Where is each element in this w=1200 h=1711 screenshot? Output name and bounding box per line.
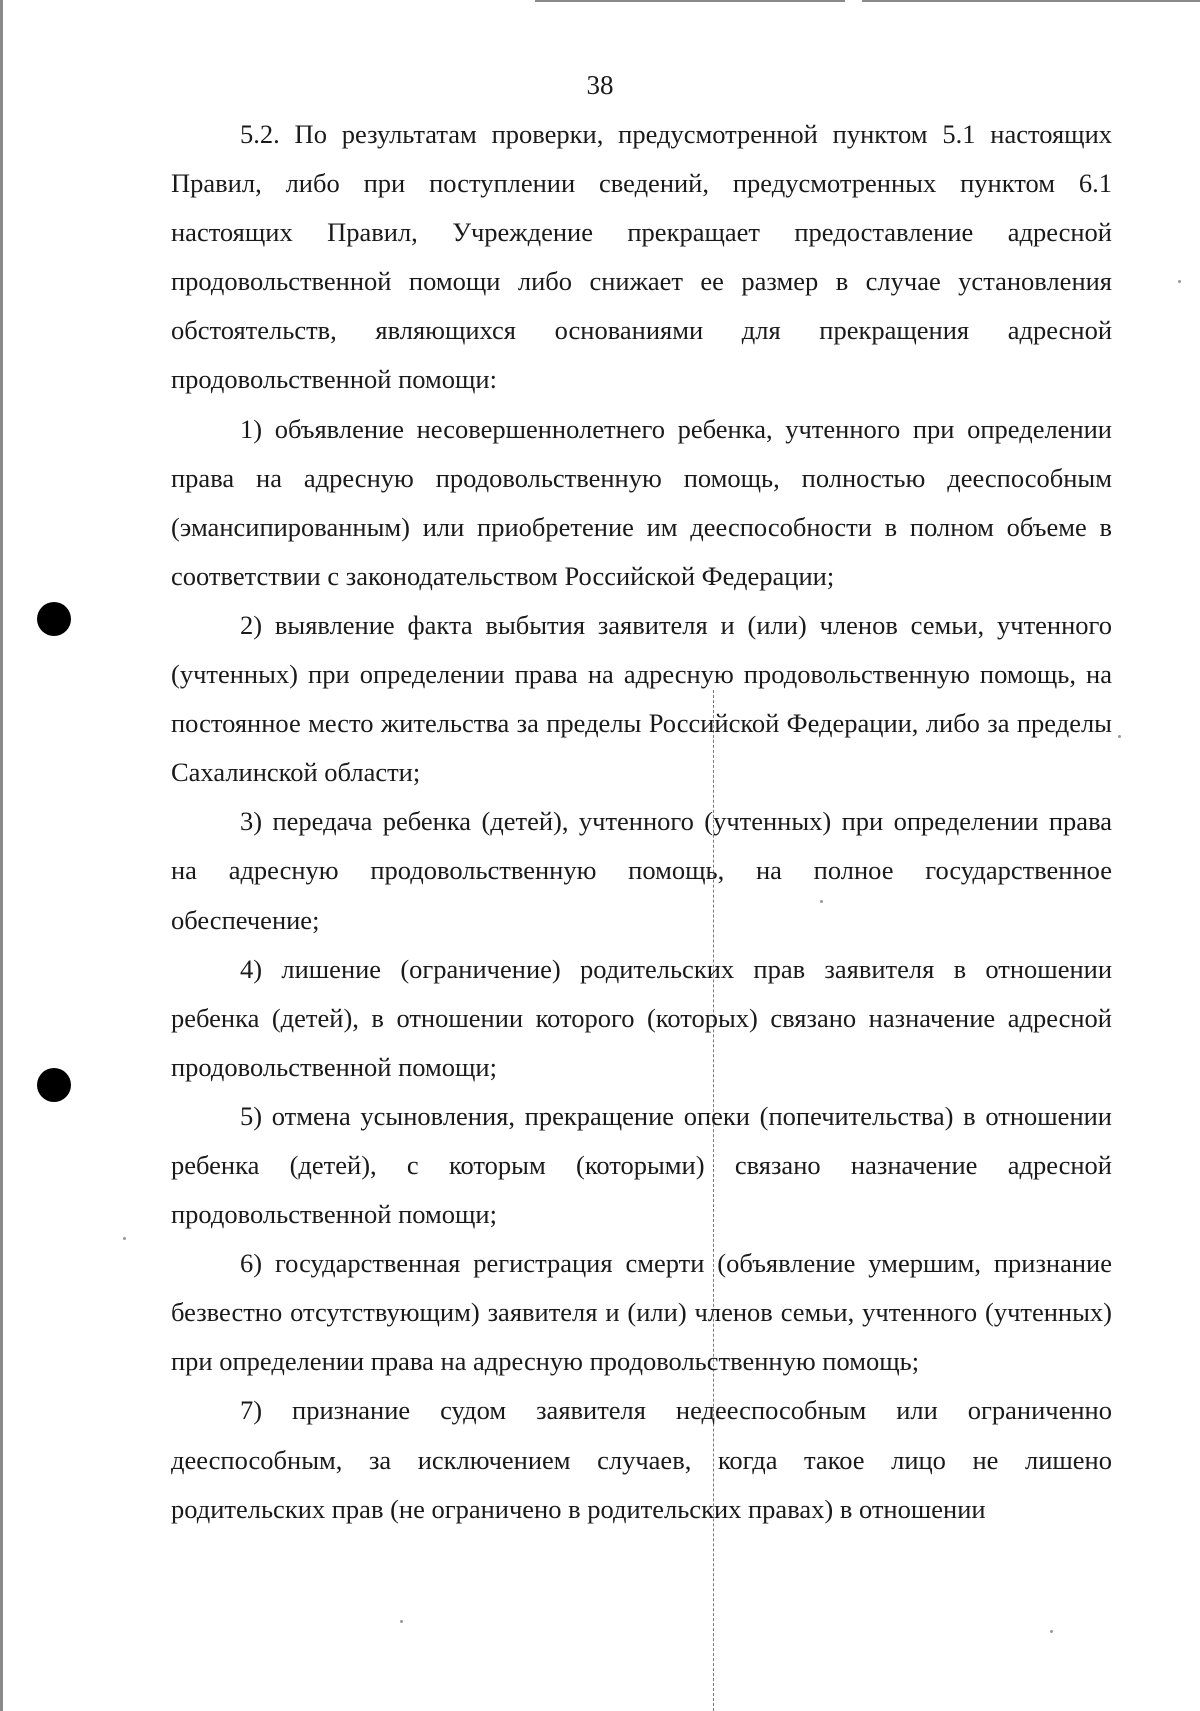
scan-speck [1178,280,1181,283]
list-item-1: 1) объявление несовершеннолетнего ребенка, учтенного при определении права на адресную продовольственную помощь, полностью дееспособным (эмансипированным) или приобретение им дееспособности в полном объеме в соответствии с законодательством Российской Федерации; [171,413,1112,591]
punch-hole [37,602,71,636]
scan-speck [1050,1630,1053,1633]
punch-hole [37,1068,71,1102]
scan-speck [1118,735,1121,738]
scan-speck [400,1620,403,1623]
scan-speck [123,1237,126,1240]
scan-left-edge [0,0,3,1711]
list-item-3: 3) передача ребенка (детей), учтенного (учтенных) при определении права на адресную продовольственную помощь, на полное государственное обеспечение; [171,806,1112,935]
list-item-2: 2) выявление факта выбытия заявителя и (или) членов семьи, учтенного (учтенных) при определении права на адресную продовольственную помощь, на постоянное место жительства за пределы Российской Федерации, либо за пределы Сахалинской области; [171,609,1112,788]
page-number: 38 [586,70,614,100]
body-text [171,110,1112,1534]
list-item-4: 4) лишение (ограничение) родительских прав заявителя в отношении ребенка (детей), в отношении которого (которых) связано назначение адресной продовольственной помощи; [171,953,1112,1082]
scan-top-line [535,0,845,2]
paragraph-5-2: 5.2. По результатам проверки, предусмотренной пунктом 5.1 настоящих Правил, либо при поступлении сведений, предусмотренных пунктом 6.1 настоящих Правил, Учреждение прекращает предоставление адресной продовольственной помощи либо снижает ее размер в случае установления обстоятельств, являющихся основаниями для прекращения адресной продовольственной помощи: [171,119,1112,395]
list-item-6: 6) государственная регистрация смерти (объявление умершим, признание безвестно отсутствующим) заявителя и (или) членов семьи, учтенного (учтенных) при определении права на адресную продовольственную помощь; [171,1248,1112,1377]
scan-top-line [862,0,1200,2]
list-item-5: 5) отмена усыновления, прекращение опеки (попечительства) в отношении ребенка (детей), с которым (которыми) связано назначение адресной продовольственной помощи; [171,1100,1112,1230]
list-item-7: 7) признание судом заявителя недееспособным или ограниченно дееспособным, за исключением случаев, когда такое лицо не лишено родительских прав (не ограничено в родительских правах) в отношении [171,1395,1112,1524]
